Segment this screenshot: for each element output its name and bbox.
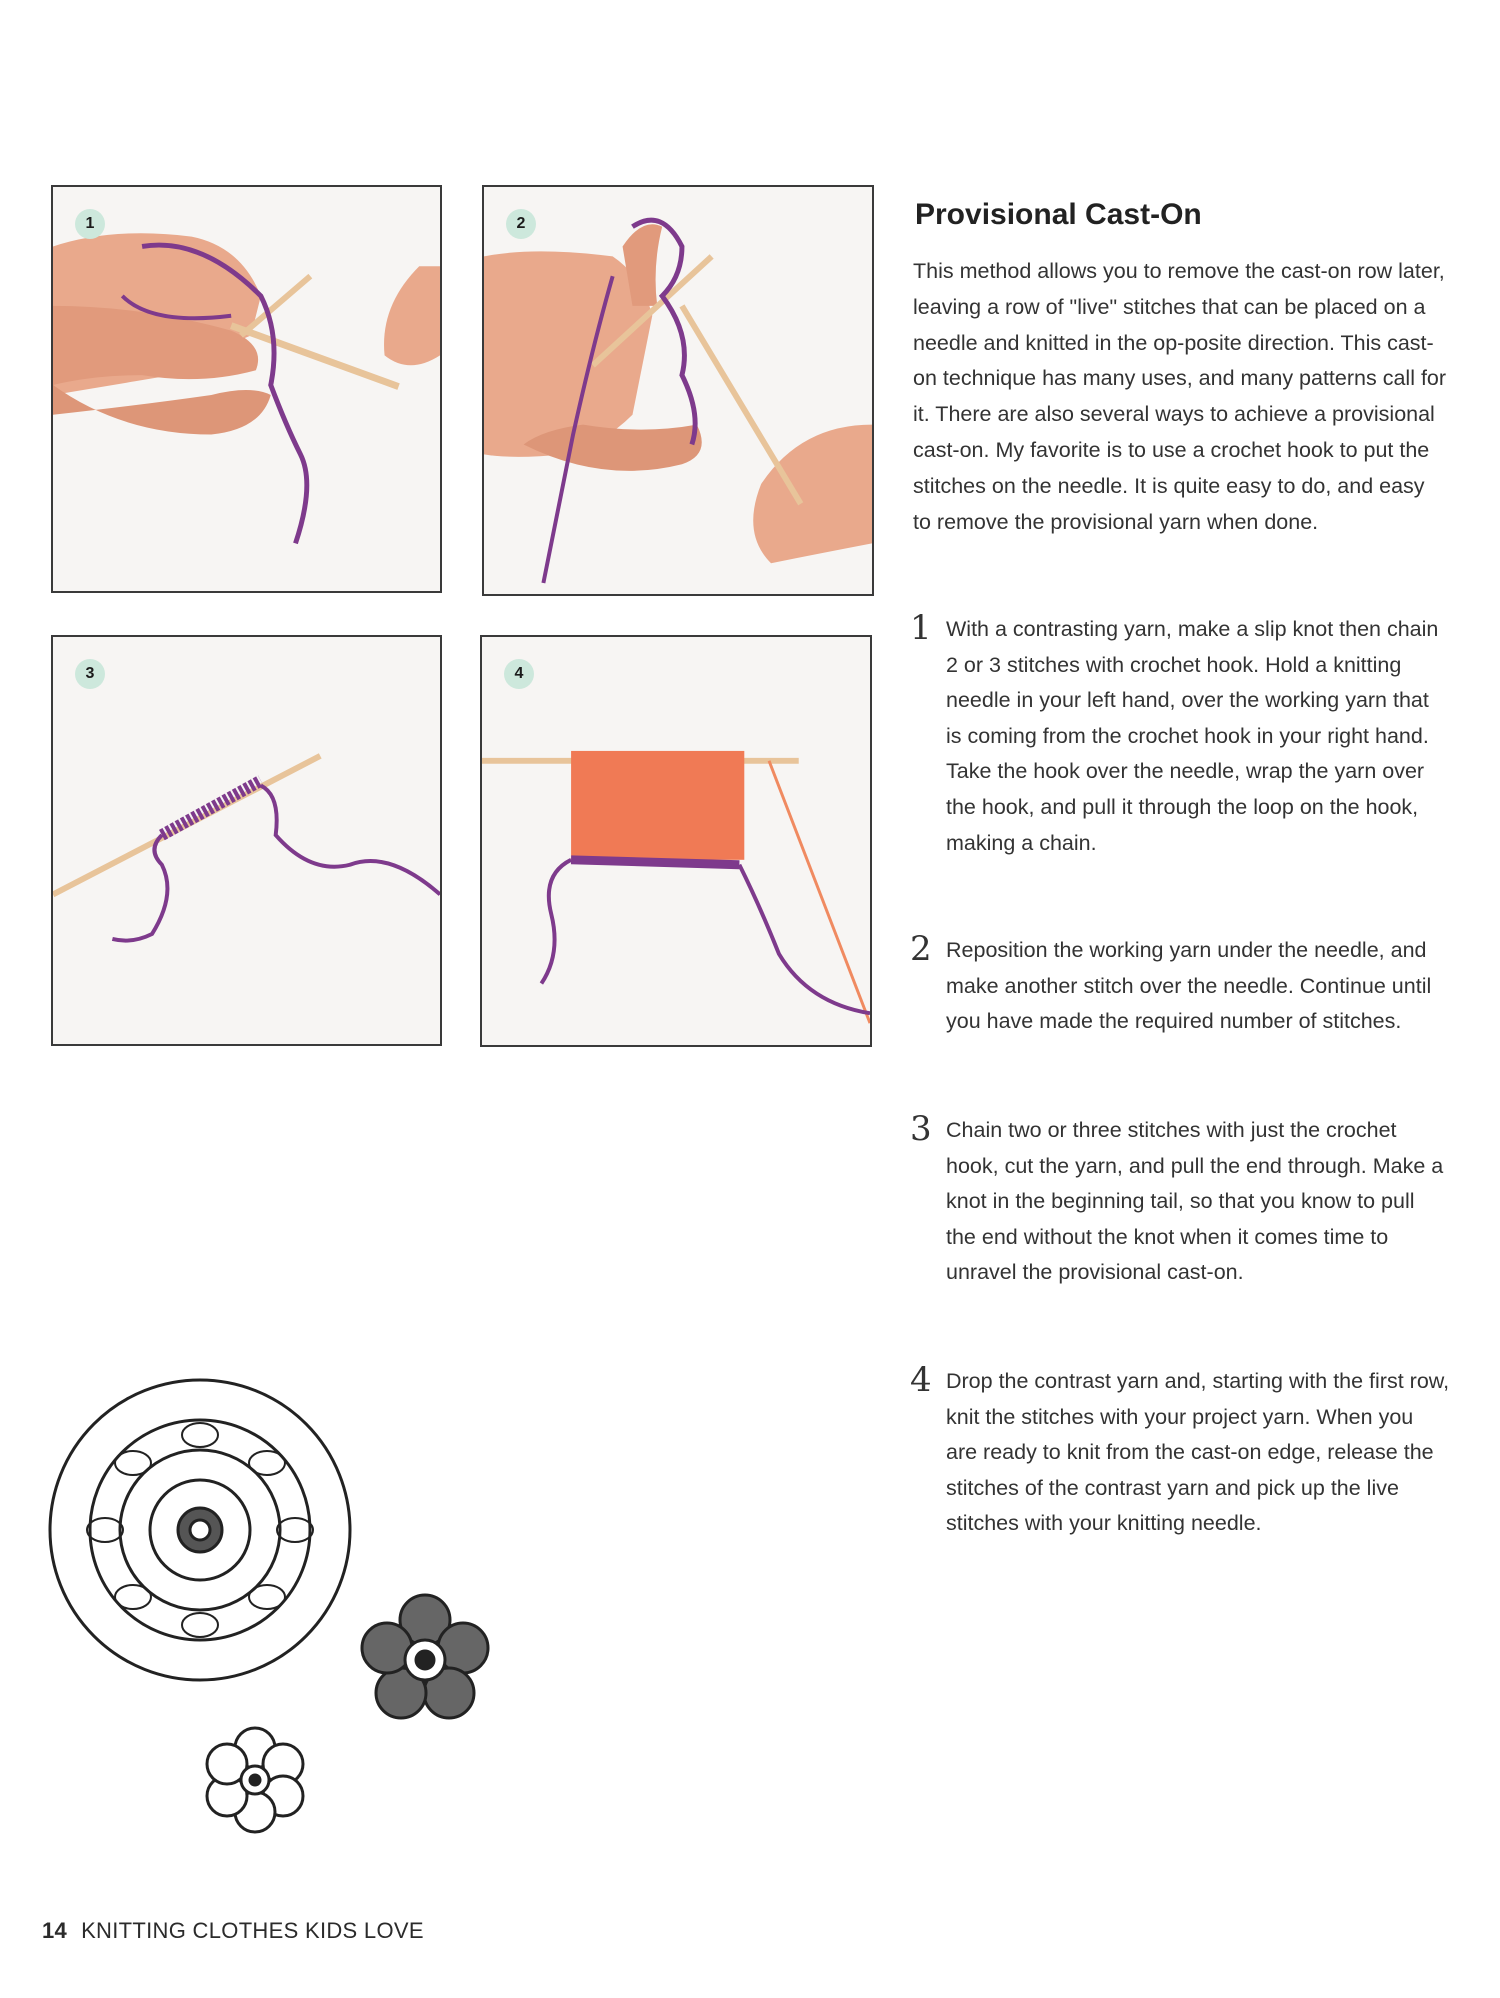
step-number: 2 [910, 929, 932, 969]
book-title: KNITTING CLOTHES KIDS LOVE [81, 1918, 424, 1943]
step-2-photo [482, 185, 874, 596]
step-text: Reposition the working yarn under the needle, and make another stitch over the needle. Continue until you have made the required number of stitches. [946, 938, 1432, 1034]
intro-paragraph: This method allows you to remove the cast-on row later, leaving a row of "live" stitches that can be placed on a needle and knitted in the op-posite direction. This cast-on technique has many uses, and many patterns call for it. There are also several ways to achieve a provisional cast-on. My favorite is to use a crochet hook to put the stitches on the needle. It is quite easy to do, and easy to remove the provisional yarn when done. [913, 259, 1447, 534]
photo-2-illustration [484, 187, 872, 594]
flower-doodles-illustration [40, 1360, 510, 1860]
instruction-step-2 [910, 929, 1450, 1040]
page-footer [42, 1918, 424, 1944]
section-title: Provisional Cast-On [915, 198, 1202, 231]
step-text: Chain two or three stitches with just the crochet hook, cut the yarn, and pull the end through. Make a knot in the beginning tail, so that you know to pull the end without the knot when it comes time to unravel the provisional cast-on. [946, 1118, 1444, 1285]
step-number: 4 [910, 1360, 932, 1400]
photo-4-illustration [482, 637, 870, 1045]
page-number: 14 [42, 1918, 68, 1943]
dark-flower-icon [362, 1595, 488, 1718]
figure-badge-2: 2 [506, 209, 536, 239]
large-flower-icon [50, 1380, 350, 1680]
step-4-photo [480, 635, 872, 1047]
figure-badge-1: 1 [75, 209, 105, 239]
step-text: With a contrasting yarn, make a slip knot then chain 2 or 3 stitches with crochet hook. Hold a knitting needle in your left hand, over the working yarn that is coming from the crochet hook in your right hand. Take the hook over the needle, wrap the yarn over the hook, and pull it through the loop on the hook, making a chain. [946, 617, 1439, 855]
small-flower-icon [207, 1728, 303, 1832]
step-number: 1 [910, 608, 932, 648]
step-1-photo [51, 185, 442, 593]
photo-3-illustration [53, 637, 440, 1044]
instruction-step-3 [910, 1109, 1450, 1291]
step-3-photo [51, 635, 442, 1046]
step-number: 3 [910, 1109, 932, 1149]
figure-badge-4: 4 [504, 659, 534, 689]
instruction-step-1 [910, 608, 1450, 861]
instruction-step-4 [910, 1360, 1450, 1542]
step-text: Drop the contrast yarn and, starting with the first row, knit the stitches with your project yarn. When you are ready to knit from the cast-on edge, release the stitches of the contrast yarn and pick up the live stitches with your knitting needle. [946, 1369, 1450, 1536]
photo-1-illustration [53, 187, 440, 591]
figure-badge-3: 3 [75, 659, 105, 689]
